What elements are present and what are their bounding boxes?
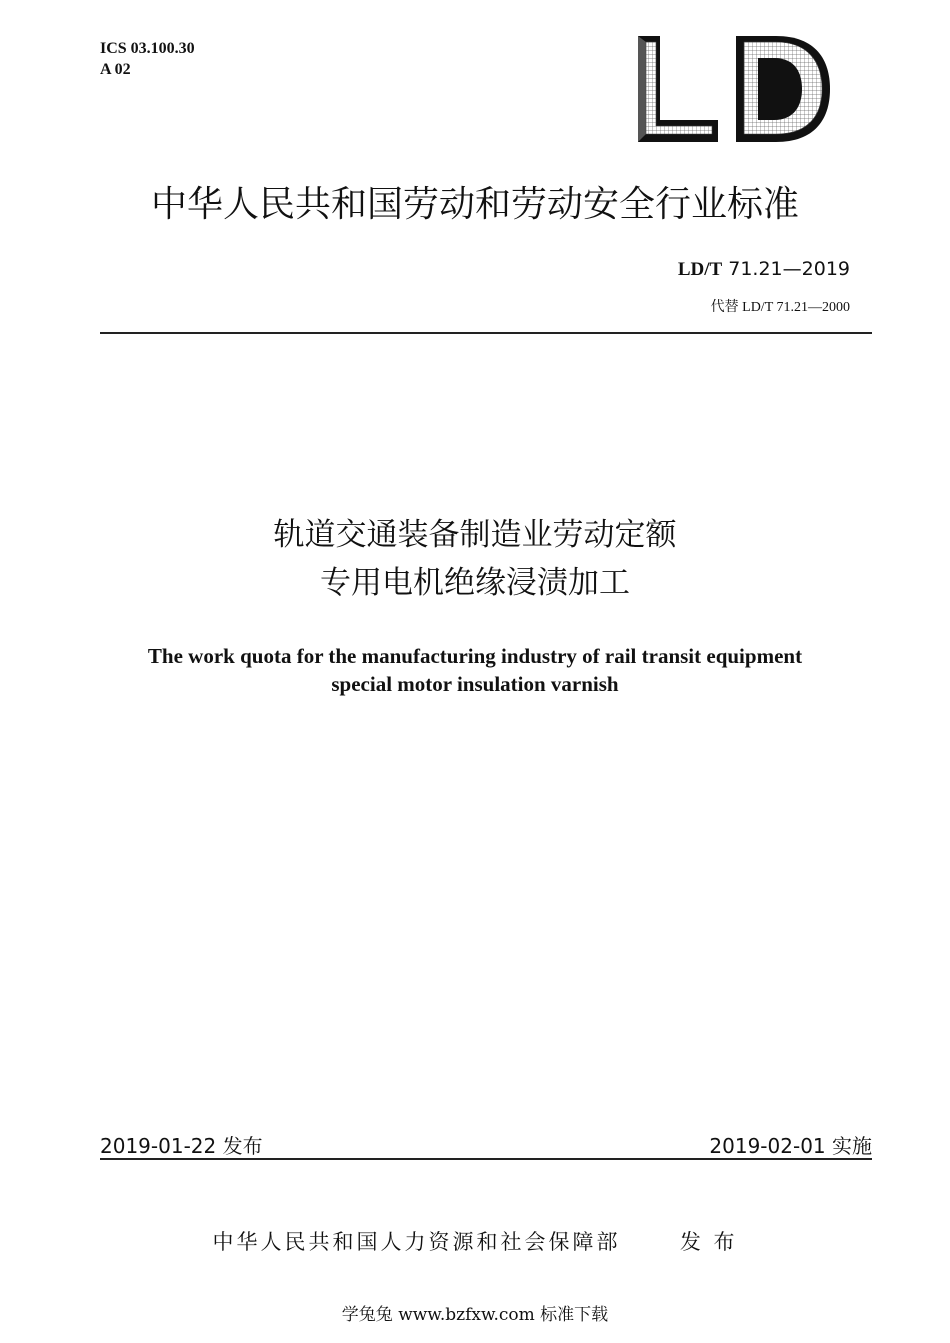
title-zh-line1: 轨道交通装备制造业劳动定额 <box>273 517 677 553</box>
bottom-divider <box>100 1158 872 1160</box>
title-en-line1: The work quota for the manufacturing industry of rail transit equipment <box>147 644 803 668</box>
title-zh-line2: 专用电机绝缘浸渍加工 <box>320 565 630 601</box>
standard-number <box>678 258 850 281</box>
classification-codes <box>100 38 195 80</box>
top-divider <box>100 332 872 334</box>
publish-action: 发 布 <box>679 1230 738 1254</box>
ld-logo <box>636 34 832 146</box>
issue-date: 2019-01-22 发布 <box>100 1134 263 1158</box>
replaces-standard: 代替 LD/T 71.21—2000 <box>710 300 850 315</box>
category-code: A 02 <box>100 61 131 78</box>
title-en-line2: special motor insulation varnish <box>331 672 619 696</box>
standard-prefix: LD/T <box>677 259 723 280</box>
effective-date: 2019-02-01 实施 <box>709 1134 872 1158</box>
publisher <box>0 1226 950 1256</box>
standard-code: 71.21—2019 <box>728 258 850 280</box>
publisher-name: 中华人民共和国人力资源和社会保障部 <box>212 1230 621 1254</box>
main-title: 中华人民共和国劳动和劳动安全行业标准 <box>150 184 799 225</box>
ics-code: ICS 03.100.30 <box>100 40 195 57</box>
footer-watermark: 学兔兔 www.bzfxw.com 标准下载 <box>341 1305 609 1325</box>
